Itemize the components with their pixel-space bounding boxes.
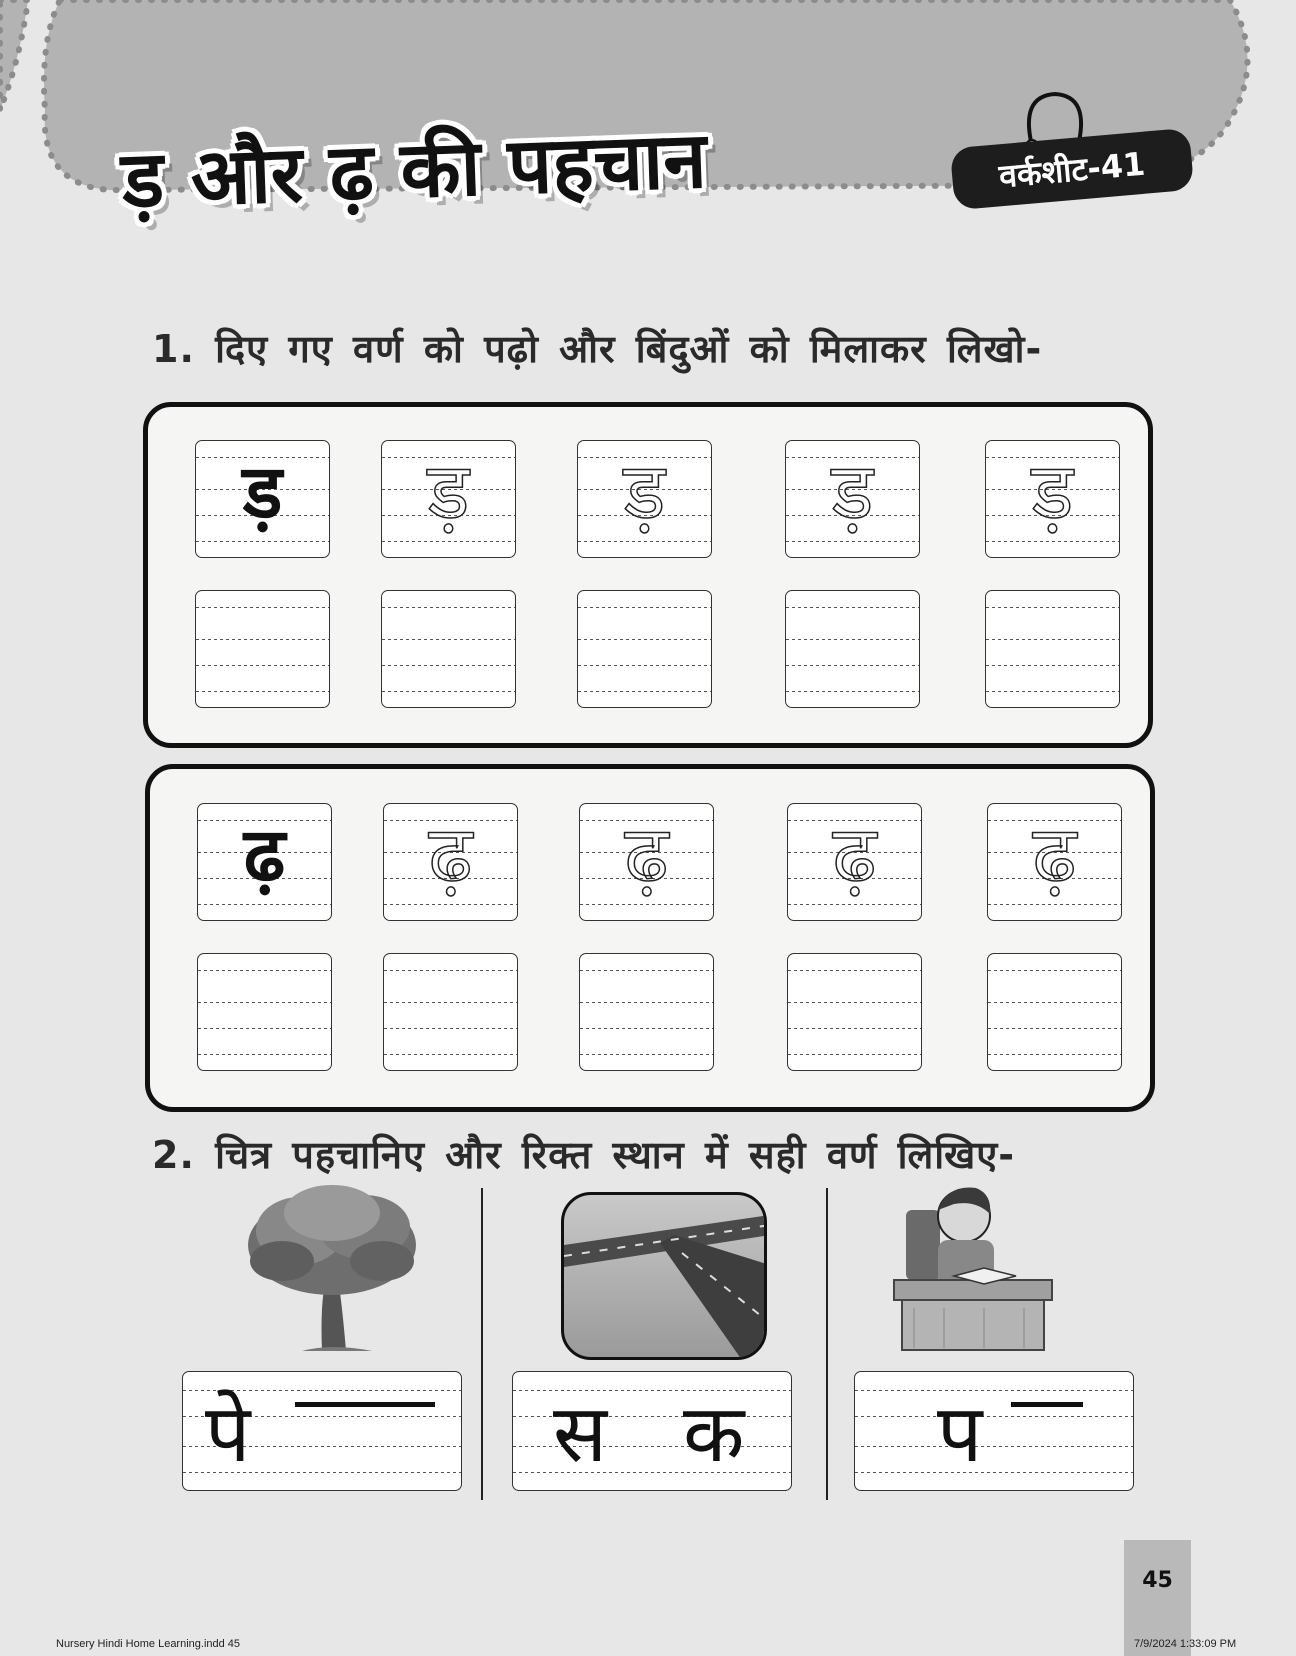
write-box[interactable] — [787, 953, 922, 1071]
trace-box[interactable] — [987, 803, 1122, 921]
write-box[interactable] — [985, 590, 1120, 708]
answer-box-tree[interactable] — [182, 1371, 462, 1491]
dotted-letter: ढ़ — [1032, 810, 1077, 900]
road-picture — [561, 1192, 767, 1360]
answer-box-boy[interactable] — [854, 1371, 1134, 1491]
trace-box[interactable] — [383, 803, 518, 921]
model-letter-box — [195, 440, 330, 558]
blank-line — [295, 1402, 435, 1407]
write-box[interactable] — [785, 590, 920, 708]
model-letter: ढ़ — [243, 812, 286, 898]
word-prefix: स — [553, 1387, 608, 1480]
write-box[interactable] — [987, 953, 1122, 1071]
tree-picture — [242, 1183, 422, 1353]
write-box[interactable] — [577, 590, 712, 708]
page-title: ड़ और ढ़ की पहचान — [120, 115, 709, 226]
trace-box[interactable] — [785, 440, 920, 558]
model-letter-box — [197, 803, 332, 921]
model-letter: ड़ — [242, 449, 283, 535]
dotted-letter: ड़ — [427, 447, 470, 537]
write-box[interactable] — [383, 953, 518, 1071]
trace-box[interactable] — [985, 440, 1120, 558]
write-box[interactable] — [381, 590, 516, 708]
boy-reading-picture — [884, 1180, 1062, 1352]
column-divider — [481, 1188, 483, 1500]
write-box[interactable] — [197, 953, 332, 1071]
word-prefix: पे — [205, 1387, 251, 1480]
dotted-letter: ढ़ — [832, 810, 877, 900]
dotted-letter: ड़ — [623, 447, 666, 537]
dotted-letter: ड़ — [831, 447, 874, 537]
footer-file-name: Nursery Hindi Home Learning.indd 45 — [56, 1638, 241, 1650]
question-2-text: 2. चित्र पहचानिए और रिक्त स्थान में सही वर्ण लिखिए- — [152, 1133, 1015, 1177]
trace-box[interactable] — [577, 440, 712, 558]
column-divider — [826, 1188, 828, 1500]
write-box[interactable] — [579, 953, 714, 1071]
page-number: 45 — [1142, 1568, 1173, 1593]
answer-box-road[interactable] — [512, 1371, 792, 1491]
worksheet-badge: वर्कशीट-41 — [950, 128, 1194, 211]
footer-timestamp: 7/9/2024 1:33:09 PM — [1134, 1638, 1237, 1650]
tracing-panel-1 — [143, 402, 1153, 748]
trace-box[interactable] — [381, 440, 516, 558]
question-1-text: 1. दिए गए वर्ण को पढ़ो और बिंदुओं को मिलाकर लिखो- — [152, 327, 1043, 371]
write-box[interactable] — [195, 590, 330, 708]
dotted-letter: ड़ — [1031, 447, 1074, 537]
word-prefix: प — [937, 1387, 983, 1480]
trace-box[interactable] — [787, 803, 922, 921]
dotted-letter: ढ़ — [428, 810, 473, 900]
dotted-letter: ढ़ — [624, 810, 669, 900]
tracing-panel-2 — [145, 764, 1155, 1112]
trace-box[interactable] — [579, 803, 714, 921]
word-suffix: क — [683, 1387, 745, 1480]
blank-line — [1011, 1402, 1083, 1407]
